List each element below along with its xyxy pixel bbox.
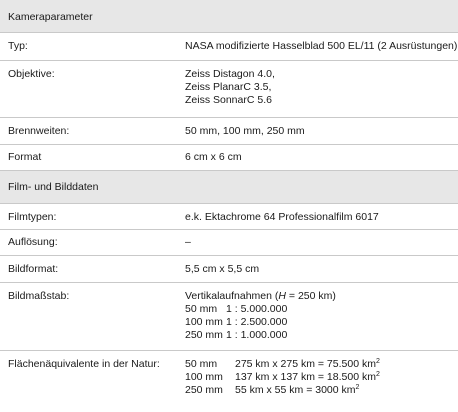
section-title: Kameraparameter [8,11,93,23]
row-value: e.k. Ektachrome 64 Professionalfilm 6017 [185,211,379,223]
row-value: 50 mm, 100 mm, 250 mm [185,125,305,137]
scale-entry: 250 mm 1 : 1.000.000 [185,329,288,341]
scale-intro: Vertikalaufnahmen (H = 250 km) [185,290,336,302]
row-label: Filmtypen: [8,211,57,223]
table-row-objektive [0,61,458,118]
table-row-typ [0,33,458,61]
section-header-film-bilddaten [0,171,458,204]
row-label: Bildformat: [8,263,59,275]
section-title: Film- und Bilddaten [8,181,99,193]
table-row-format [0,145,458,171]
row-value: – [185,236,191,248]
row-label: Flächenäquivalente in der Natur: [8,358,160,370]
row-label: Format [8,151,42,163]
row-value [185,290,336,342]
row-value: 5,5 cm x 5,5 cm [185,263,260,275]
row-label: Brennweiten: [8,125,70,137]
row-value: NASA modifizierte Hasselblad 500 EL/11 (2 Ausrüstungen) [185,40,458,52]
area-entry: 100 mm 137 km x 137 km = 18.500 $km^2$ [185,371,380,383]
table-row-brennweiten [0,118,458,145]
row-label: Bildmaßstab: [8,290,70,302]
section-header-kameraparameter [0,0,458,33]
row-value: 6 cm x 6 cm [185,151,242,163]
table-row-bildformat [0,256,458,283]
row-value [185,358,380,397]
row-label: Objektive: [8,68,55,80]
row-label: Typ: [8,40,28,52]
area-entry: 250 mm 55 km x 55 km = 3000 $km^2$ [185,384,360,396]
row-value: Zeiss Distagon 4.0, Zeiss PlanarC 3.5, Zeiss SonnarC 5.6 [185,68,275,106]
table-row-flaechenaequivalente [0,351,458,412]
row-label: Auflösung: [8,236,58,248]
scale-entry: 50 mm 1 : 5.000.000 [185,303,288,315]
table-row-filmtypen [0,204,458,230]
scale-entry: 100 mm 1 : 2.500.000 [185,316,288,328]
table-row-bildmassstab [0,283,458,351]
area-entry: 50 mm 275 km x 275 km = 75.500 $km^2$ [185,358,380,370]
table-row-aufloesung [0,230,458,256]
